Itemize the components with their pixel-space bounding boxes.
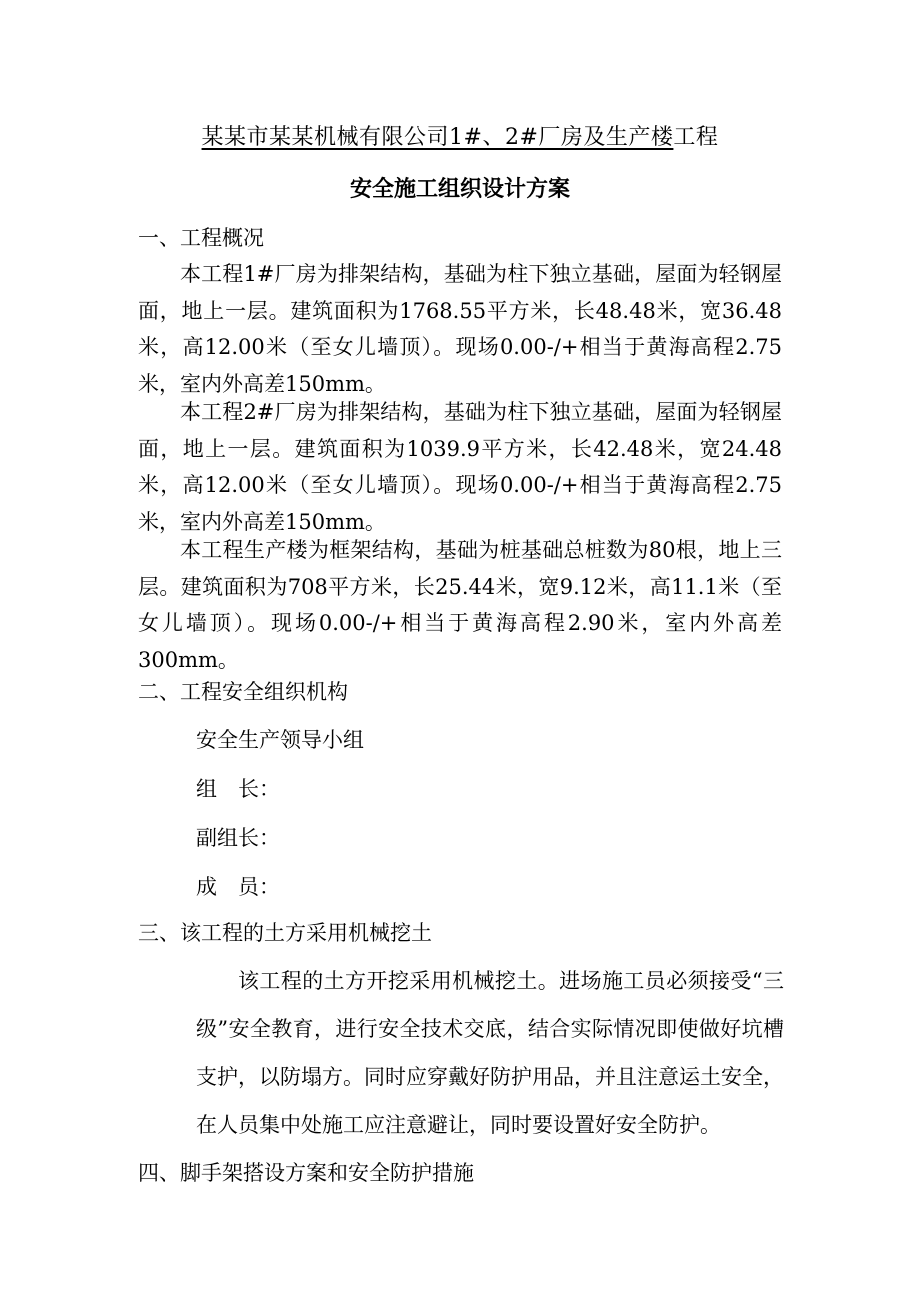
title-rest: 工程 [673, 125, 719, 150]
paragraph-factory-2: 本工程2#厂房为排架结构，基础为柱下独立基础，屋面为轻钢屋面，地上一层。建筑面积为1039.9平方米，长42.48米，宽24.48米，高12.00米（至女儿墙顶）。现场0.00-/+相当于黄海高程2.75米，室内外高差150mm。 [138, 400, 782, 534]
section-heading-3: 三、该工程的土方采用机械挖土 [138, 921, 432, 945]
document-subtitle: 安全施工组织设计方案 [349, 177, 570, 202]
deputy-leader-label: 副组长： [196, 826, 280, 850]
paragraph-factory-1: 本工程1#厂房为排架结构，基础为柱下独立基础，屋面为轻钢屋面，地上一层。建筑面积为1768.55平方米，长48.48米，宽36.48米，高12.00米（至女儿墙顶）。现场0.00-/+相当于黄海高程2.75米，室内外高差150mm。 [138, 262, 782, 396]
members-label: 成 员： [196, 875, 280, 899]
paragraph-production-building: 本工程生产楼为框架结构，基础为桩基础总桩数为80根，地上三层。建筑面积为708平方米，长25.44米，宽9.12米，高11.1米（至女儿墙顶）。现场0.00-/+相当于黄海高程2.90米，室内外高差300mm。 [138, 538, 782, 672]
leadership-group-label: 安全生产领导小组 [196, 728, 364, 752]
section-heading-1: 一、工程概况 [138, 226, 264, 250]
section-heading-4: 四、脚手架搭设方案和安全防护措施 [138, 1161, 474, 1185]
section-heading-2: 二、工程安全组织机构 [138, 680, 348, 704]
paragraph-earthwork: 该工程的土方开挖采用机械挖土。进场施工员必须接受“三级”安全教育，进行安全技术交底，结合实际情况即使做好坑槽支护，以防塌方。同时应穿戴好防护用品，并且注意运土安全，在人员集中处施工应注意避让，同时要设置好安全防护。 [196, 969, 784, 1137]
group-leader-label: 组 长： [196, 777, 280, 801]
title-underlined-part: 某某市某某机械有限公司1#、2#厂房及生产楼 [201, 125, 674, 150]
document-title [0, 120, 920, 151]
